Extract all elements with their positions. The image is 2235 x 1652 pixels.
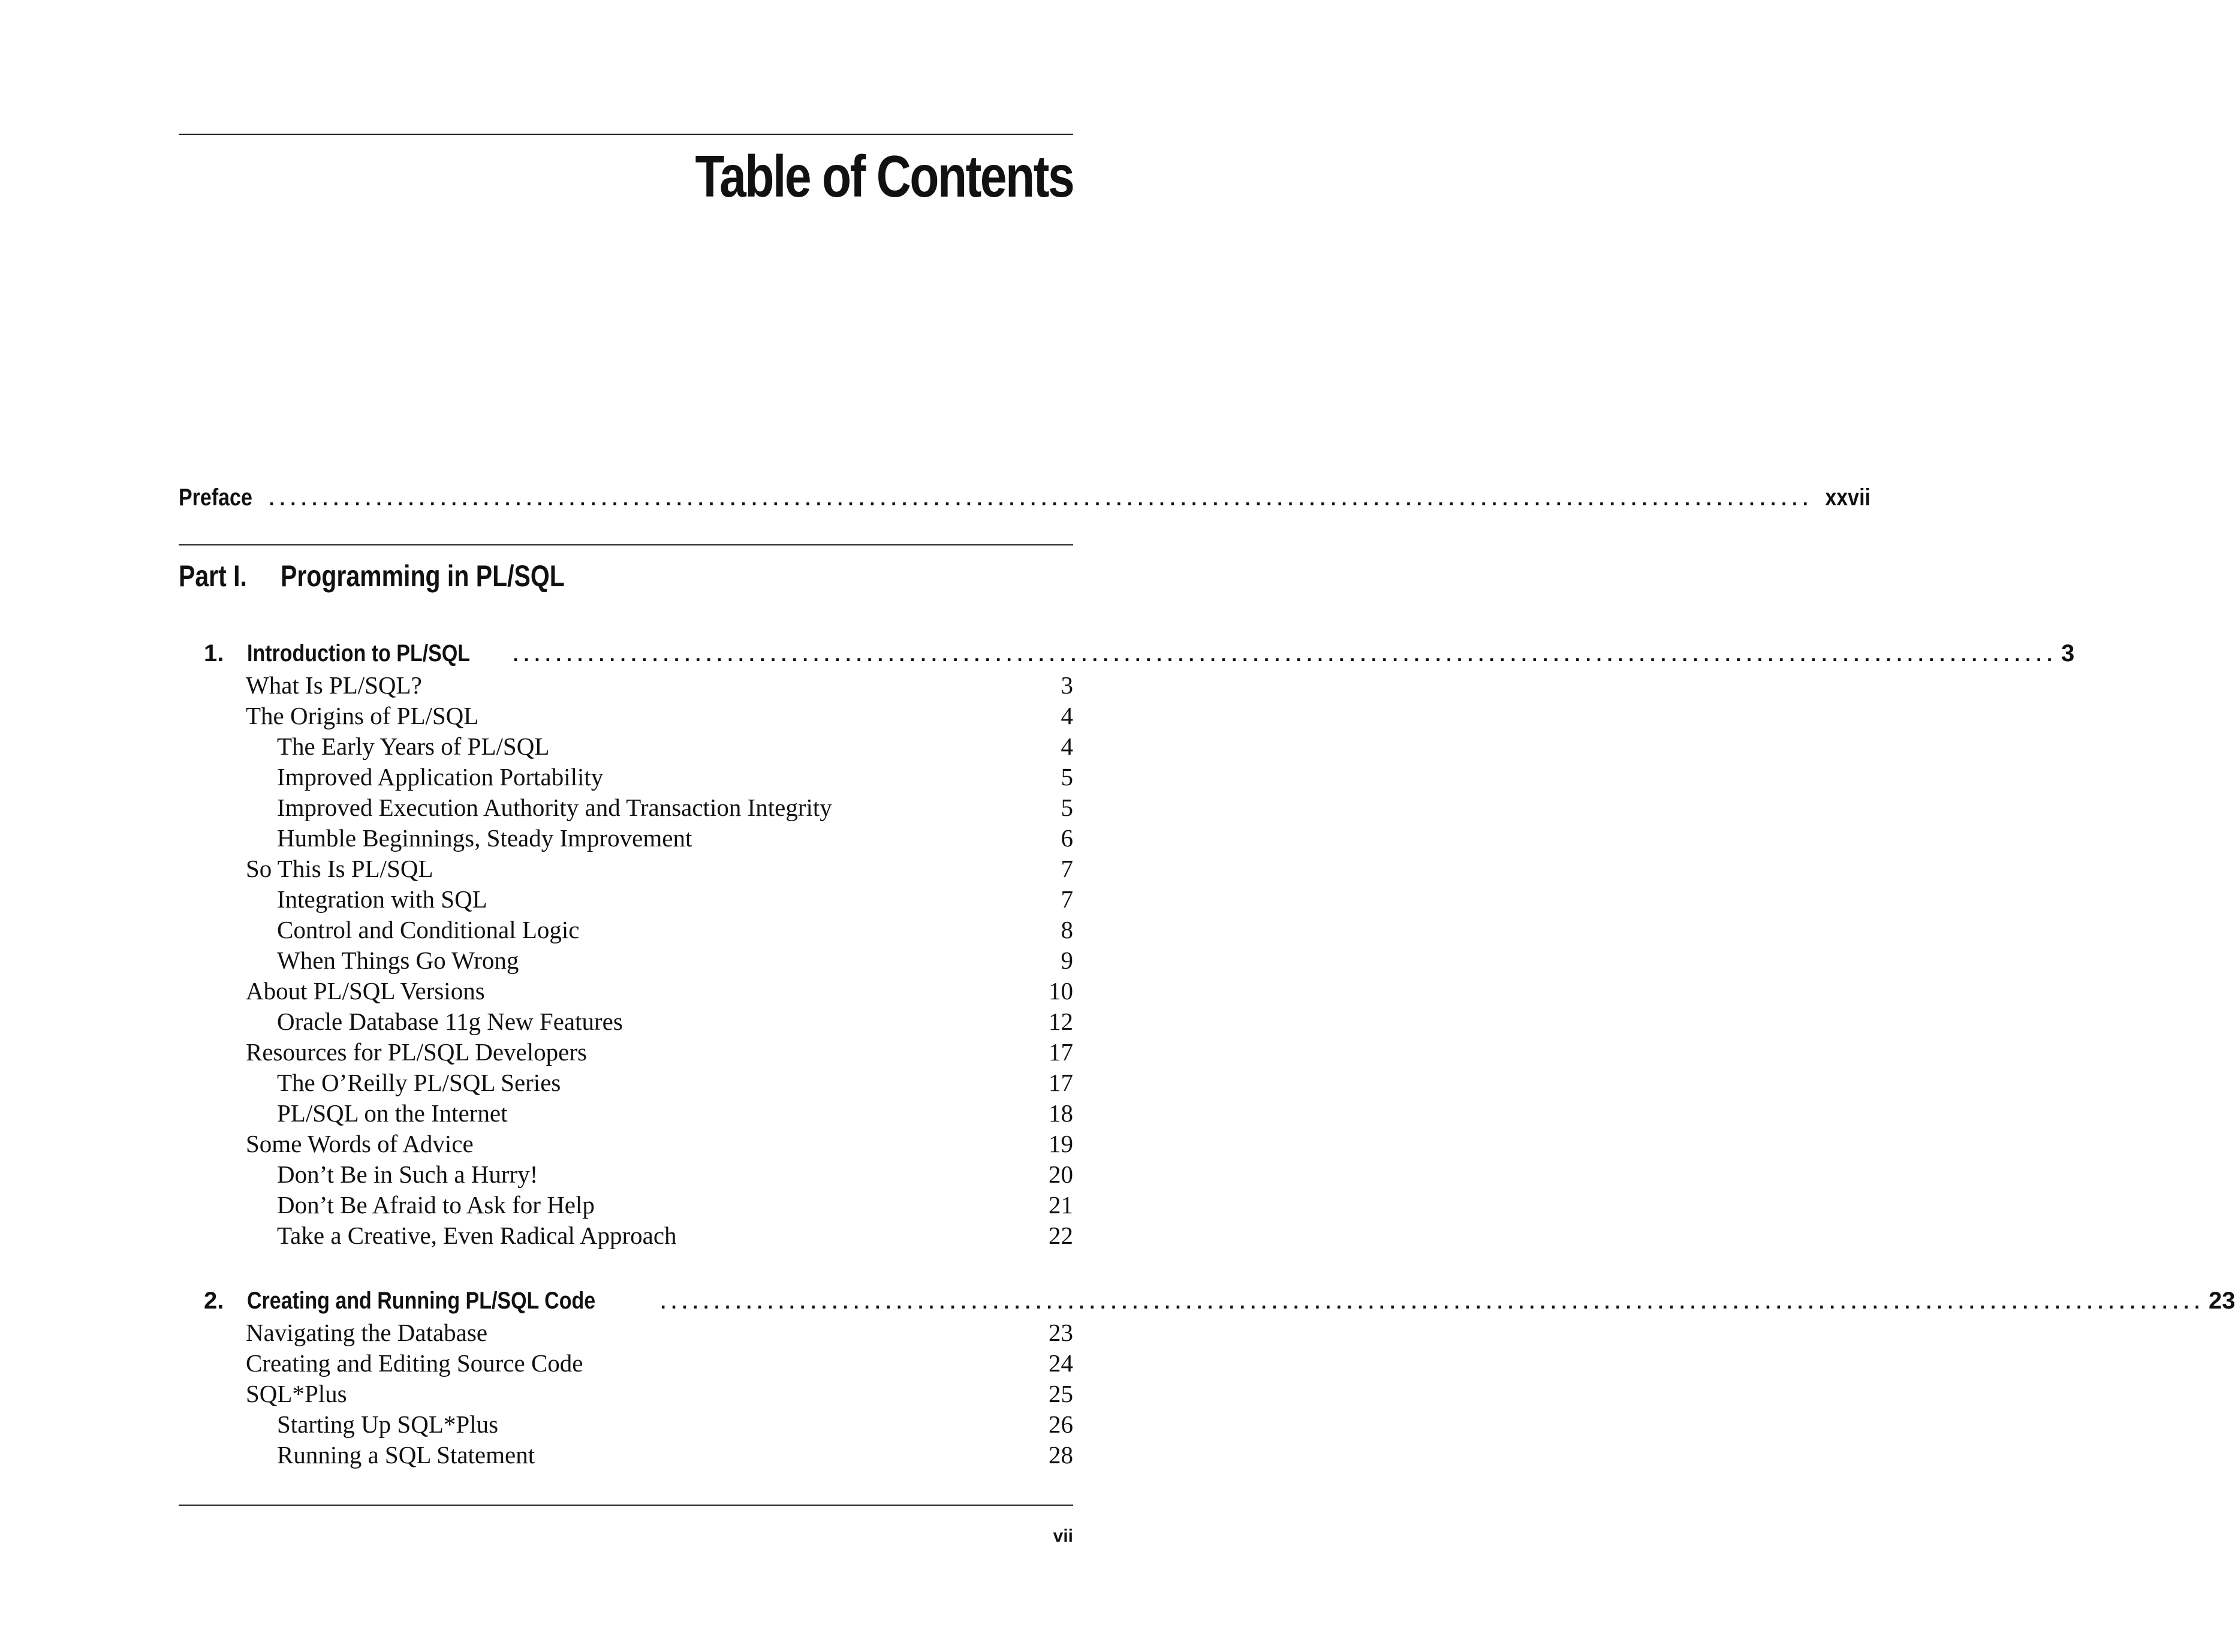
toc-entry-page: 10	[1049, 977, 1073, 1005]
dot-leader: ................................................................................................................................................	[269, 488, 1814, 510]
toc-entry-page: 17	[1049, 1069, 1073, 1096]
chapter-1-entries	[246, 670, 1073, 1251]
preface-page: xxvii	[1825, 484, 1870, 511]
toc-entry-title: SQL*Plus	[246, 1380, 347, 1407]
toc-entry-page: 5	[1061, 794, 1073, 821]
toc-entry-title: The Origins of PL/SQL	[246, 702, 479, 729]
dot-leader: ................................................................................................................................................	[660, 1291, 2205, 1313]
bottom-rule	[179, 1505, 1073, 1506]
toc-entry-page: 7	[1061, 855, 1073, 882]
toc-entry-title: Improved Application Portability	[277, 763, 604, 791]
toc-entry-page: 17	[1049, 1038, 1073, 1066]
toc-entry-title: The Early Years of PL/SQL	[277, 732, 550, 760]
toc-entry-page: 19	[1049, 1130, 1073, 1157]
toc-entry-title: About PL/SQL Versions	[246, 977, 485, 1005]
toc-entry[interactable]	[246, 1098, 1073, 1129]
toc-entry-page: 18	[1049, 1099, 1073, 1127]
toc-entry-page: 28	[1049, 1441, 1073, 1469]
preface-label: Preface	[179, 484, 252, 511]
toc-entry-title: So This Is PL/SQL	[246, 855, 433, 882]
toc-entry[interactable]	[246, 945, 1073, 976]
toc-entry-title: Navigating the Database	[246, 1319, 488, 1346]
toc-entry[interactable]	[246, 1379, 1073, 1409]
chapter-number: 2.	[204, 1288, 224, 1314]
toc-chapter-2[interactable]	[204, 1288, 2235, 1315]
toc-entry[interactable]	[246, 854, 1073, 884]
toc-entry-title: What Is PL/SQL?	[246, 671, 422, 699]
toc-entry[interactable]	[246, 1068, 1073, 1098]
toc-entry[interactable]	[246, 762, 1073, 792]
toc-entry-title: Humble Beginnings, Steady Improvement	[277, 824, 692, 852]
toc-entry-page: 5	[1061, 763, 1073, 791]
part-rule	[179, 544, 1073, 545]
toc-entry[interactable]	[246, 1348, 1073, 1379]
toc-entry-title: Running a SQL Statement	[277, 1441, 535, 1469]
toc-entry-page: 24	[1049, 1349, 1073, 1377]
toc-entry[interactable]	[246, 1409, 1073, 1440]
toc-entry[interactable]	[246, 823, 1073, 854]
toc-entry[interactable]	[246, 1190, 1073, 1220]
toc-entry[interactable]	[246, 1220, 1073, 1251]
toc-entry-page: 25	[1049, 1380, 1073, 1407]
dot-leader: ................................................................................................................................................	[513, 644, 2058, 665]
page-title: Table of Contents	[695, 143, 1073, 209]
top-rule	[179, 134, 1073, 135]
toc-entry-title: Integration with SQL	[277, 885, 487, 913]
toc-entry-title: Don’t Be in Such a Hurry!	[277, 1160, 538, 1188]
chapter-title: Creating and Running PL/SQL Code	[247, 1288, 596, 1314]
toc-entry[interactable]	[246, 1440, 1073, 1470]
toc-entry-title: Improved Execution Authority and Transaction Integrity	[277, 794, 832, 821]
toc-entry[interactable]	[246, 701, 1073, 731]
toc-entry-page: 12	[1049, 1008, 1073, 1035]
toc-entry-page: 9	[1061, 946, 1073, 974]
toc-entry-page: 6	[1061, 824, 1073, 852]
toc-entry-page: 20	[1049, 1160, 1073, 1188]
toc-entry[interactable]	[246, 731, 1073, 762]
toc-entry-page: 21	[1049, 1191, 1073, 1219]
chapter-page: 23	[2208, 1288, 2235, 1314]
toc-entry-page: 22	[1049, 1222, 1073, 1249]
toc-entry[interactable]	[246, 915, 1073, 945]
toc-entry-page: 4	[1061, 702, 1073, 729]
toc-entry[interactable]	[246, 1129, 1073, 1159]
chapter-2-entries	[246, 1318, 1073, 1470]
toc-entry-title: The O’Reilly PL/SQL Series	[277, 1069, 561, 1096]
toc-entry[interactable]	[246, 1037, 1073, 1068]
toc-entry[interactable]	[246, 1159, 1073, 1190]
toc-entry-title: Some Words of Advice	[246, 1130, 474, 1157]
part-title: Programming in PL/SQL	[281, 559, 565, 593]
toc-entry-title: Oracle Database 11g New Features	[277, 1008, 623, 1035]
toc-entry-title: When Things Go Wrong	[277, 946, 519, 974]
toc-entry[interactable]	[246, 792, 1073, 823]
toc-entry-title: Resources for PL/SQL Developers	[246, 1038, 587, 1066]
toc-entry[interactable]	[246, 884, 1073, 915]
toc-entry-title: PL/SQL on the Internet	[277, 1099, 508, 1127]
toc-entry-title: Control and Conditional Logic	[277, 916, 580, 943]
toc-entry[interactable]	[246, 1006, 1073, 1037]
toc-entry-page: 8	[1061, 916, 1073, 943]
toc-entry-page: 3	[1061, 671, 1073, 699]
toc-entry-page: 23	[1049, 1319, 1073, 1346]
toc-entry-page: 26	[1049, 1410, 1073, 1438]
toc-entry-title: Take a Creative, Even Radical Approach	[277, 1222, 677, 1249]
toc-entry-title: Starting Up SQL*Plus	[277, 1410, 499, 1438]
part-number: Part I.	[179, 559, 247, 593]
chapter-page: 3	[2061, 640, 2075, 667]
toc-preface[interactable]	[179, 484, 1870, 511]
page-folio: vii	[1053, 1526, 1073, 1546]
toc-chapter-1[interactable]	[204, 640, 2075, 667]
toc-entry-title: Creating and Editing Source Code	[246, 1349, 583, 1377]
chapter-title: Introduction to PL/SQL	[247, 640, 471, 667]
part-heading	[179, 559, 627, 593]
toc-entry[interactable]	[246, 1318, 1073, 1348]
toc-entry[interactable]	[246, 670, 1073, 701]
toc-entry-page: 4	[1061, 732, 1073, 760]
toc-entry-page: 7	[1061, 885, 1073, 913]
toc-entry-title: Don’t Be Afraid to Ask for Help	[277, 1191, 595, 1219]
toc-entry[interactable]	[246, 976, 1073, 1006]
chapter-number: 1.	[204, 640, 224, 667]
